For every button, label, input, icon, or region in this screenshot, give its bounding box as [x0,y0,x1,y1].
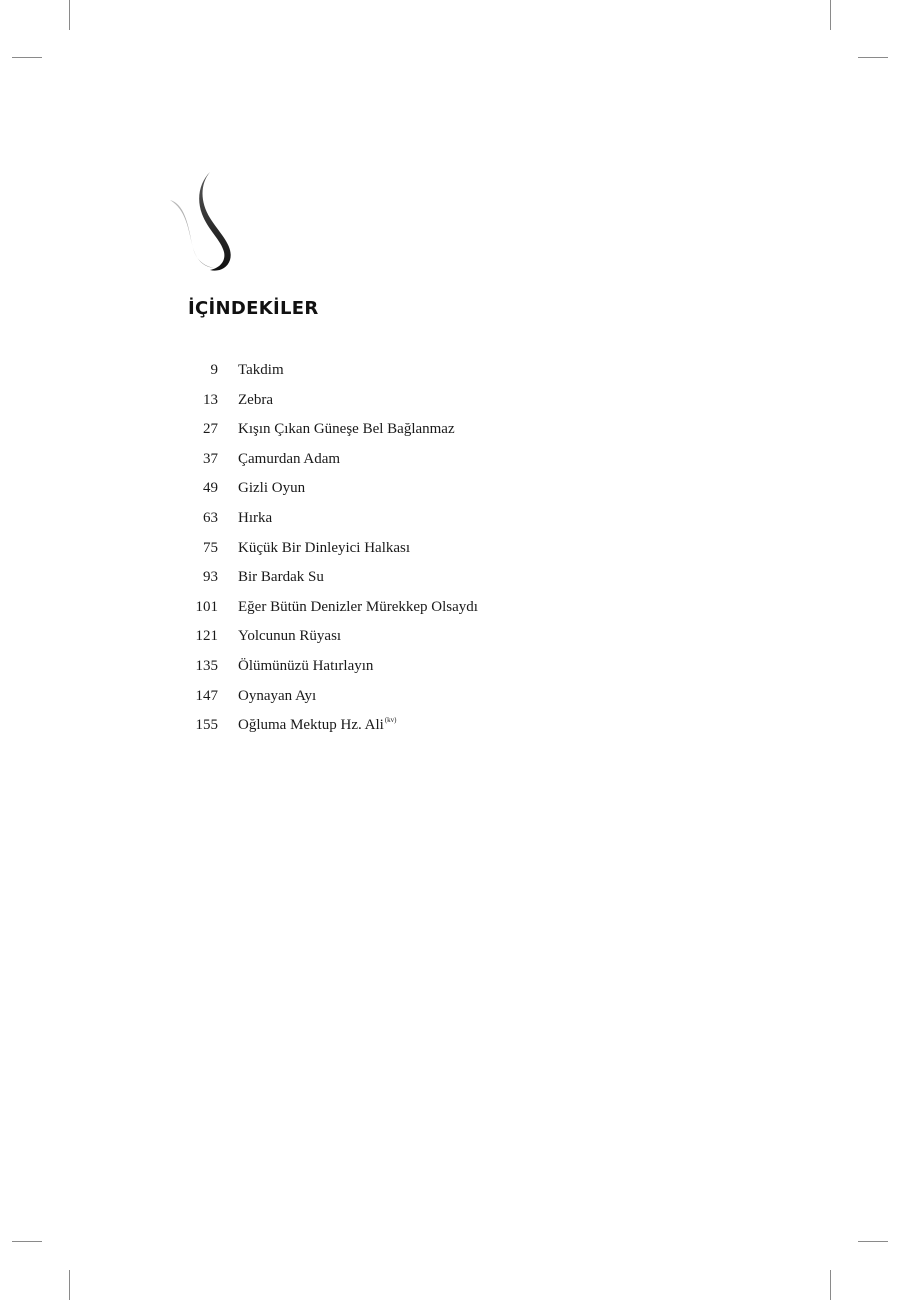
toc-entry[interactable] [180,622,600,652]
toc-entry-title: Çamurdan Adam [238,450,341,467]
toc-entry-title-text: Oğluma Mektup Hz. Ali [238,717,384,734]
crop-mark-bottom-right-horizontal [858,1241,888,1242]
toc-entry-title: Eğer Bütün Denizler Mürekkep Olsaydı [238,598,478,615]
honorific-superscript: (kv) [384,716,397,725]
toc-entry-title: Oynayan Ayı [238,687,317,704]
toc-entry[interactable] [180,474,600,504]
toc-entry-title [238,711,397,741]
vav-calligraphy-icon [166,168,238,274]
toc-page-number: 9 [210,362,218,378]
toc-entry-title: Takdim [238,362,284,378]
crop-mark-bottom-left-horizontal [12,1241,42,1242]
page-title: İÇİNDEKİLER [188,298,319,319]
toc-entry[interactable] [180,682,600,712]
toc-page-number: 75 [203,539,218,556]
toc-page-number: 101 [195,598,218,615]
toc-entry[interactable] [180,652,600,682]
toc-page-number: 147 [195,687,218,704]
toc-page-number: 155 [195,717,218,734]
toc-entry[interactable] [180,504,600,534]
toc-entry[interactable] [180,386,600,416]
toc-entry-title: Kışın Çıkan Güneşe Bel Bağlanmaz [238,421,455,438]
toc-entry-title: Gizli Oyun [238,480,306,497]
crop-mark-top-right-vertical [830,0,831,30]
crop-mark-bottom-right-vertical [830,1270,831,1300]
toc-entry-title: Ölümünüzü Hatırlayın [238,657,374,674]
toc-entry[interactable] [180,711,600,741]
toc-page-number: 37 [203,450,218,467]
toc-page-number: 121 [195,628,218,645]
crop-mark-bottom-left-vertical [69,1270,70,1300]
toc-page-number: 63 [203,509,218,526]
crop-mark-top-left-horizontal [12,57,42,58]
crop-mark-top-left-vertical [69,0,70,30]
toc-entry-title: Yolcunun Rüyası [238,628,342,645]
toc-page-number: 49 [203,480,218,497]
toc-entry-title: Zebra [238,391,273,408]
toc-page-number: 135 [195,657,218,674]
table-of-contents [180,356,600,741]
toc-entry[interactable] [180,445,600,475]
toc-page-number: 27 [203,421,218,438]
toc-entry[interactable] [180,356,600,386]
crop-mark-top-right-horizontal [858,57,888,58]
toc-entry-title: Hırka [238,509,273,526]
toc-page-number: 93 [203,569,218,586]
toc-entry-title: Küçük Bir Dinleyici Halkası [238,539,411,556]
toc-entry[interactable] [180,534,600,564]
toc-page-number: 13 [203,391,218,408]
toc-entry[interactable] [180,415,600,445]
toc-entry[interactable] [180,593,600,623]
toc-entry[interactable] [180,563,600,593]
toc-entry-title: Bir Bardak Su [238,569,324,586]
